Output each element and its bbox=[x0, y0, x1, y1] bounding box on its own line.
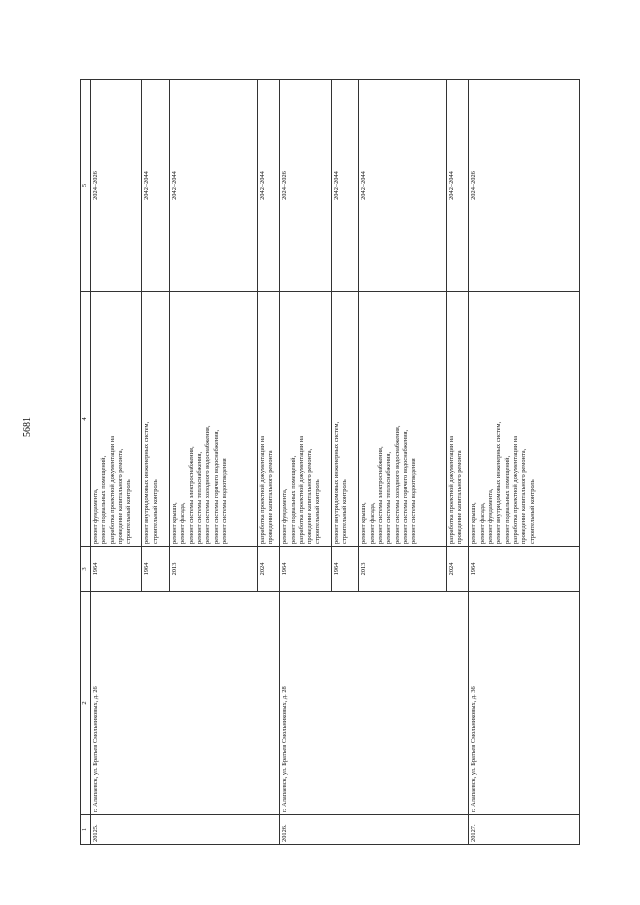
period-cell: 2024–2026 bbox=[91, 80, 142, 292]
address-cell: г. Алапаевск, ул. Братьев Смольниковых, д. 36 bbox=[469, 592, 580, 815]
work-item: ремонт фасада, bbox=[478, 502, 486, 544]
works-cell bbox=[142, 292, 170, 547]
period-cell: 2042–2044 bbox=[142, 80, 170, 292]
work-item: проведение капитального ремонта bbox=[266, 450, 274, 544]
work-item: разработка проектной документации на bbox=[108, 435, 116, 544]
works-cell bbox=[359, 292, 447, 547]
table-body bbox=[91, 80, 580, 845]
work-item: ремонт системы горячего водоснабжения, bbox=[401, 429, 409, 544]
work-item: ремонт системы водоотведения bbox=[221, 458, 228, 544]
work-item: проведение капитального ремонта, bbox=[520, 448, 528, 544]
work-item: ремонт крыши, bbox=[171, 502, 179, 544]
work-item: строительный контроль bbox=[314, 479, 322, 544]
rotated-table-container bbox=[80, 80, 580, 845]
work-item: проведение капитального ремонта, bbox=[306, 448, 314, 544]
work-item: ремонт системы электроснабжения, bbox=[187, 446, 195, 544]
year-cell: 2013 bbox=[170, 547, 258, 592]
work-item: ремонт фундамента, bbox=[487, 488, 494, 544]
work-item: ремонт подвальных помещений, bbox=[100, 455, 108, 544]
work-item: ремонт подвальных помещений, bbox=[503, 455, 511, 544]
works-cell bbox=[257, 292, 280, 547]
works-cell bbox=[170, 292, 258, 547]
work-item: ремонт системы теплоснабжения, bbox=[385, 451, 393, 544]
page-number: 5681 bbox=[22, 417, 33, 437]
period-cell: 2042–2044 bbox=[359, 80, 447, 292]
header-row bbox=[81, 80, 91, 845]
work-item: строительный контроль bbox=[528, 479, 536, 544]
work-item: строительный контроль bbox=[125, 479, 133, 544]
address-cell: г. Алапаевск, ул. Братьев Смольниковых, д. 28 bbox=[280, 592, 469, 815]
work-item: ремонт системы теплоснабжения, bbox=[196, 451, 204, 544]
work-item: ремонт фасада, bbox=[368, 502, 376, 544]
year-cell: 1964 bbox=[280, 547, 331, 592]
work-item: разработка проектной документации на bbox=[258, 435, 266, 544]
work-item: разработка проектной документации на bbox=[511, 435, 519, 544]
works-cell bbox=[469, 292, 580, 547]
work-item: ремонт подвальных помещений, bbox=[289, 455, 297, 544]
work-item: ремонт крыши, bbox=[360, 502, 368, 544]
work-item: ремонт системы холодного водоснабжения, bbox=[393, 425, 401, 544]
year-cell: 1964 bbox=[91, 547, 142, 592]
year-cell: 2024 bbox=[446, 547, 469, 592]
table-row bbox=[280, 80, 331, 845]
work-item: ремонт внутридомовых инженерных систем, bbox=[332, 421, 340, 544]
work-item: ремонт фундамента, bbox=[281, 488, 289, 544]
period-cell: 2042–2044 bbox=[446, 80, 469, 292]
row-number-cell: 20126. bbox=[280, 815, 469, 845]
header-col-1: 1 bbox=[81, 815, 91, 845]
work-item: ремонт системы холодного водоснабжения, bbox=[204, 425, 212, 544]
work-item: ремонт внутридомовых инженерных систем, bbox=[495, 421, 503, 544]
works-cell bbox=[91, 292, 142, 547]
table-row bbox=[469, 80, 580, 845]
works-cell bbox=[280, 292, 331, 547]
work-item: проведение капитального ремонта bbox=[456, 450, 464, 544]
work-item: ремонт внутридомовых инженерных систем, bbox=[143, 421, 151, 544]
work-item: проведение капитального ремонта, bbox=[116, 448, 124, 544]
header-col-5: 5 bbox=[81, 80, 91, 292]
period-cell: 2042–2044 bbox=[257, 80, 280, 292]
repair-schedule-table bbox=[80, 79, 580, 845]
header-col-3: 3 bbox=[81, 547, 91, 592]
work-item: ремонт крыши, bbox=[470, 502, 478, 544]
year-cell: 1964 bbox=[469, 547, 580, 592]
year-cell: 1964 bbox=[142, 547, 170, 592]
work-item: разработка проектной документации на bbox=[447, 435, 455, 544]
work-item: ремонт системы горячего водоснабжения, bbox=[212, 429, 220, 544]
year-cell: 1964 bbox=[331, 547, 359, 592]
year-cell: 2024 bbox=[257, 547, 280, 592]
row-number-cell: 20127. bbox=[469, 815, 580, 845]
work-item: разработка проектной документации на bbox=[297, 435, 305, 544]
period-cell: 2042–2044 bbox=[170, 80, 258, 292]
work-item: строительный контроль bbox=[340, 479, 348, 544]
row-number-cell: 20125. bbox=[91, 815, 280, 845]
table-row bbox=[91, 80, 142, 845]
work-item: ремонт фундамента, bbox=[92, 488, 99, 544]
work-item: ремонт фасада, bbox=[179, 502, 187, 544]
works-cell bbox=[331, 292, 359, 547]
period-cell: 2024–2026 bbox=[469, 80, 580, 292]
work-item: строительный контроль bbox=[151, 479, 159, 544]
address-cell: г. Алапаевск, ул. Братьев Смольниковых, д. 26 bbox=[91, 592, 280, 815]
header-col-4: 4 bbox=[81, 292, 91, 547]
work-item: ремонт системы электроснабжения, bbox=[376, 446, 384, 544]
period-cell: 2024–2026 bbox=[280, 80, 331, 292]
header-col-2: 2 bbox=[81, 592, 91, 815]
period-cell: 2042–2044 bbox=[331, 80, 359, 292]
year-cell: 2013 bbox=[359, 547, 447, 592]
works-cell bbox=[446, 292, 469, 547]
work-item: ремонт системы водоотведения bbox=[410, 458, 418, 544]
